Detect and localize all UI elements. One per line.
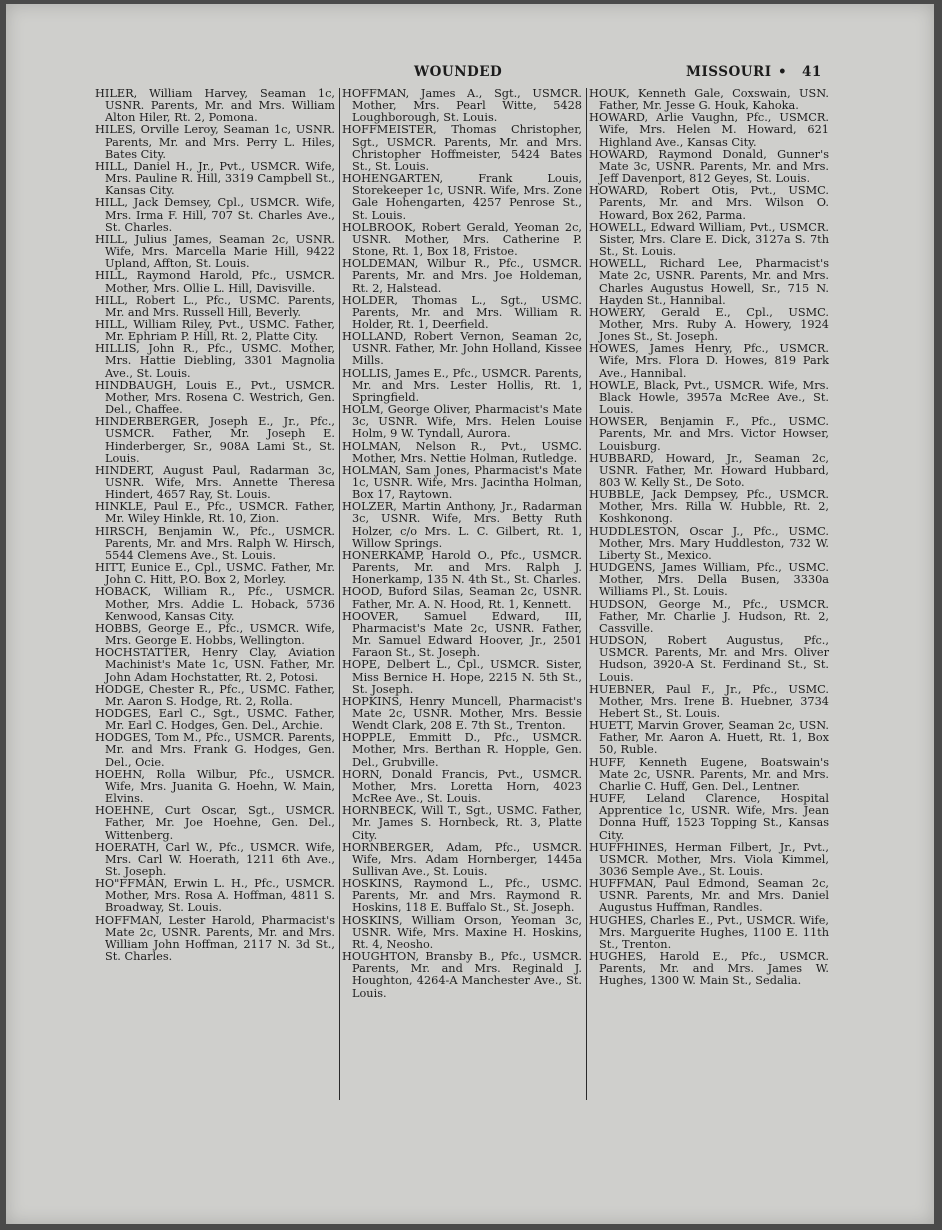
document-page xyxy=(6,4,934,1224)
casualty-entry: HOEHNE, Curt Oscar, Sgt., USMCR. Father, Mr. Joe Hoehne, Gen. Del., Wittenberg. xyxy=(95,804,335,842)
casualty-entry: HOSKINS, Raymond L., Pfc., USMC. Parents, Mr. and Mrs. Raymond R. Hoskins, 118 E. Buffalo St., St. Joseph. xyxy=(342,877,582,915)
casualty-entry: HOPKINS, Henry Muncell, Pharmacist's Mate 2c, USNR. Mother, Mrs. Bessie Wendt Clark, 208 E. 7th St., Trenton. xyxy=(342,694,582,733)
section-title: WOUNDED xyxy=(414,64,503,80)
column-1 xyxy=(95,88,335,963)
casualty-entry: HUBBARD, Howard, Jr., Seaman 2c, USNR. Father, Mr. Howard Hubbard, 803 W. Kelly St., De Soto. xyxy=(589,451,829,489)
casualty-entry: HODGE, Chester R., Pfc., USMC. Father, Mr. Aaron S. Hodge, Rt. 2, Rolla. xyxy=(95,682,335,708)
casualty-entry: HOWSER, Benjamin F., Pfc., USMC. Parents, Mr. and Mrs. Victor Howser, Louisburg. xyxy=(589,415,829,453)
casualty-entry: HOUGHTON, Bransby B., Pfc., USMCR. Parents, Mr. and Mrs. Reginald J. Houghton, 4264-A Manchester Ave., St. Louis. xyxy=(342,950,582,1000)
casualty-entry: HINDBAUGH, Louis E., Pvt., USMCR. Mother, Mrs. Rosena C. Westrich, Gen. Del., Chaffee. xyxy=(95,378,335,417)
casualty-entry: HUFF, Leland Clarence, Hospital Apprentice 1c, USNR. Wife, Mrs. Jean Donna Huff, 1523 Topping St., Kansas City. xyxy=(589,792,829,842)
casualty-entry: HOHENGARTEN, Frank Louis, Storekeeper 1c, USNR. Wife, Mrs. Zone Gale Hohengarten, 4257 Penrose St., St. Louis. xyxy=(342,172,582,222)
casualty-entry: HUFF, Kenneth Eugene, Boatswain's Mate 2c, USNR. Parents, Mr. and Mrs. Charlie C. Huff, Gen. Del., Lentner. xyxy=(589,755,829,793)
casualty-entry: HUDSON, Robert Augustus, Pfc., USMCR. Parents, Mr. and Mrs. Oliver Hudson, 3920-A St. Ferdinand St., St. Louis. xyxy=(589,634,829,684)
casualty-entry: HUETT, Marvin Grover, Seaman 2c, USN. Father, Mr. Aaron A. Huett, Rt. 1, Box 50, Ruble. xyxy=(589,719,829,757)
casualty-entry: HUDGENS, James William, Pfc., USMC. Mother, Mrs. Della Busen, 3330a Williams Pl., St. Louis. xyxy=(589,561,829,599)
casualty-entry: HOLZER, Martin Anthony, Jr., Radarman 3c, USNR. Wife, Mrs. Betty Ruth Holzer, c/o Mrs. L. C. Gilbert, Rt. 1, Willow Springs. xyxy=(342,500,582,550)
casualty-entry: HORN, Donald Francis, Pvt., USMCR. Mother, Mrs. Loretta Horn, 4023 McRee Ave., St. Louis. xyxy=(342,767,582,806)
casualty-entry: HOERATH, Carl W., Pfc., USMCR. Wife, Mrs. Carl W. Hoerath, 1211 6th Ave., St. Joseph. xyxy=(95,840,335,878)
casualty-entry: HODGES, Tom M., Pfc., USMCR. Parents, Mr. and Mrs. Frank G. Hodges, Gen. Del., Ocie. xyxy=(95,731,335,769)
page-header xyxy=(6,64,934,84)
casualty-entry: HOWARD, Arlie Vaughn, Pfc., USMCR. Wife, Mrs. Helen M. Howard, 621 Highland Ave., Kansas City. xyxy=(589,111,829,149)
column-3 xyxy=(589,88,829,988)
casualty-entry: HUFFHINES, Herman Filbert, Jr., Pvt., USMCR. Mother, Mrs. Viola Kimmel, 3036 Semple Ave., St. Louis. xyxy=(589,840,829,878)
casualty-entry: HOLMAN, Sam Jones, Pharmacist's Mate 1c, USNR. Wife, Mrs. Jacintha Holman, Box 17, Raytown. xyxy=(342,463,582,502)
casualty-entry: HONERKAMP, Harold O., Pfc., USMCR. Parents, Mr. and Mrs. Ralph J. Honerkamp, 135 N. 4th St., St. Charles. xyxy=(342,548,582,587)
casualty-entry: HORNBECK, Will T., Sgt., USMC. Father, Mr. James S. Hornbeck, Rt. 3, Platte City. xyxy=(342,804,582,842)
casualty-entry: HILL, Raymond Harold, Pfc., USMCR. Mother, Mrs. Ollie L. Hill, Davisville. xyxy=(95,269,335,295)
casualty-entry: HOPPLE, Emmitt D., Pfc., USMCR. Mother, Mrs. Berthan R. Hopple, Gen. Del., Grubville. xyxy=(342,731,582,769)
casualty-entry: HUBBLE, Jack Dempsey, Pfc., USMCR. Mother, Mrs. Rilla W. Hubble, Rt. 2, Koshkonong. xyxy=(589,488,829,526)
casualty-entry: HIRSCH, Benjamin W., Pfc., USMCR. Parents, Mr. and Mrs. Ralph W. Hirsch, 5544 Clemens Ave., St. Louis. xyxy=(95,524,335,562)
casualty-entry: HILL, Julius James, Seaman 2c, USNR. Wife, Mrs. Marcella Marie Hill, 9422 Upland, Affton, St. Louis. xyxy=(95,232,335,271)
casualty-entry: HOPE, Delbert L., Cpl., USMCR. Sister, Miss Bernice H. Hope, 2215 N. 5th St., St. Joseph. xyxy=(342,658,582,696)
casualty-entry: HOCHSTATTER, Henry Clay, Aviation Machinist's Mate 1c, USN. Father, Mr. John Adam Hochstatter, Rt. 2, Potosi. xyxy=(95,646,335,684)
casualty-entry: HOBBS, George E., Pfc., USMCR. Wife, Mrs. George E. Hobbs, Wellington. xyxy=(95,621,335,648)
casualty-entry: HOWARD, Raymond Donald, Gunner's Mate 3c, USNR. Parents, Mr. and Mrs. Jeff Davenport, 812 Geyes, St. Louis. xyxy=(589,147,829,186)
casualty-entry: HOLLIS, James E., Pfc., USMCR. Parents, Mr. and Mrs. Lester Hollis, Rt. 1, Springfield. xyxy=(342,366,582,404)
casualty-entry: HUEBNER, Paul F., Jr., Pfc., USMC. Mother, Mrs. Irene B. Huebner, 3734 Hebert St., St. Louis. xyxy=(589,682,829,720)
casualty-entry: HILL, Robert L., Pfc., USMC. Parents, Mr. and Mrs. Russell Hill, Beverly. xyxy=(95,293,335,319)
casualty-entry: HILL, William Riley, Pvt., USMC. Father, Mr. Ephriam P. Hill, Rt. 2, Platte City. xyxy=(95,317,335,344)
column-2 xyxy=(342,88,582,1000)
casualty-entry: HOWES, James Henry, Pfc., USMCR. Wife, Mrs. Flora D. Howes, 819 Park Ave., Hannibal. xyxy=(589,342,829,380)
casualty-entry: HOWARD, Robert Otis, Pvt., USMC. Parents, Mr. and Mrs. Wilson O. Howard, Box 262, Parma. xyxy=(589,184,829,222)
casualty-entry: HILER, William Harvey, Seaman 1c, USNR. Parents, Mr. and Mrs. William Alton Hiler, Rt. 2, Pomona. xyxy=(95,87,335,125)
casualty-entry: HINDERT, August Paul, Radarman 3c, USNR. Wife, Mrs. Annette Theresa Hindert, 4657 Ray, St. Louis. xyxy=(95,463,335,502)
casualty-entry: HOUK, Kenneth Gale, Coxswain, USN. Father, Mr. Jesse G. Houk, Kahoka. xyxy=(589,87,829,113)
casualty-entry: HILL, Daniel H., Jr., Pvt., USMCR. Wife, Mrs. Pauline R. Hill, 3319 Campbell St., Kansas City. xyxy=(95,159,335,198)
casualty-entry: HO"FFMAN, Erwin L. H., Pfc., USMCR. Mother, Mrs. Rosa A. Hoffman, 4811 S. Broadway, St. Louis. xyxy=(95,877,335,915)
casualty-entry: HOLM, George Oliver, Pharmacist's Mate 3c, USNR. Wife, Mrs. Helen Louise Holm, 9 W. Tyndall, Aurora. xyxy=(342,403,582,441)
casualty-entry: HORNBERGER, Adam, Pfc., USMCR. Wife, Mrs. Adam Hornberger, 1445a Sullivan Ave., St. Louis. xyxy=(342,840,582,878)
casualty-entry: HUFFMAN, Paul Edmond, Seaman 2c, USNR. Parents, Mr. and Mrs. Daniel Augustus Huffman, Randles. xyxy=(589,877,829,915)
casualty-entry: HOEHN, Rolla Wilbur, Pfc., USMCR. Wife, Mrs. Juanita G. Hoehn, W. Main, Elvins. xyxy=(95,767,335,806)
casualty-entry: HOLLAND, Robert Vernon, Seaman 2c, USNR. Father, Mr. John Holland, Kissee Mills. xyxy=(342,330,582,368)
casualty-entry: HOLDER, Thomas L., Sgt., USMC. Parents, Mr. and Mrs. William R. Holder, Rt. 1, Deerfield. xyxy=(342,293,582,331)
casualty-entry: HUDDLESTON, Oscar J., Pfc., USMC. Mother, Mrs. Mary Huddleston, 732 W. Liberty St., Mexico. xyxy=(589,524,829,562)
casualty-entry: HOBACK, William R., Pfc., USMCR. Mother, Mrs. Addie L. Hoback, 5736 Kenwood, Kansas City. xyxy=(95,585,335,623)
casualty-entry: HOFFMAN, James A., Sgt., USMCR. Mother, Mrs. Pearl Witte, 5428 Loughborough, St. Louis. xyxy=(342,87,582,125)
column-divider xyxy=(339,88,340,1100)
casualty-entry: HINDERBERGER, Joseph E., Jr., Pfc., USMCR. Father, Mr. Joseph E. Hinderberger, Sr., 908A Lami St., St. Louis. xyxy=(95,415,335,465)
casualty-entry: HOWLE, Black, Pvt., USMCR. Wife, Mrs. Black Howle, 3957a McRee Ave., St. Louis. xyxy=(589,378,829,417)
casualty-entry: HOWELL, Richard Lee, Pharmacist's Mate 2c, USNR. Parents, Mr. and Mrs. Charles Augustus Howell, Sr., 715 N. Hayden St., Hannibal. xyxy=(589,257,829,307)
casualty-entry: HOOD, Buford Silas, Seaman 2c, USNR. Father, Mr. A. N. Hood, Rt. 1, Kennett. xyxy=(342,585,582,611)
page-number: 41 xyxy=(802,64,822,80)
casualty-entry: HILES, Orville Leroy, Seaman 1c, USNR. Parents, Mr. and Mrs. Perry L. Hiles, Bates City. xyxy=(95,123,335,161)
casualty-entry: HILL, Jack Demsey, Cpl., USMCR. Wife, Mrs. Irma F. Hill, 707 St. Charles Ave., St. Charles. xyxy=(95,196,335,234)
casualty-entry: HUGHES, Harold E., Pfc., USMCR. Parents, Mr. and Mrs. James W. Hughes, 1300 W. Main St., Sedalia. xyxy=(589,950,829,988)
casualty-entry: HOLDEMAN, Wilbur R., Pfc., USMCR. Parents, Mr. and Mrs. Joe Holdeman, Rt. 2, Halstead. xyxy=(342,257,582,295)
header-bullet: • xyxy=(778,64,788,80)
casualty-entry: HOOVER, Samuel Edward, III, Pharmacist's Mate 2c, USNR. Father, Mr. Samuel Edward Hoover, Jr., 2501 Faraon St., St. Joseph. xyxy=(342,609,582,660)
casualty-entry: HILLIS, John R., Pfc., USMC. Mother, Mrs. Hattie Diebling, 3301 Magnolia Ave., St. Louis. xyxy=(95,342,335,380)
casualty-entry: HOWERY, Gerald E., Cpl., USMC. Mother, Mrs. Ruby A. Howery, 1924 Jones St., St. Joseph. xyxy=(589,305,829,344)
casualty-entry: HODGES, Earl C., Sgt., USMC. Father, Mr. Earl C. Hodges, Gen. Del., Archie. xyxy=(95,706,335,733)
casualty-entry: HOLBROOK, Robert Gerald, Yeoman 2c, USNR. Mother, Mrs. Catherine P. Stone, Rt. 1, Box 18, Fristoe. xyxy=(342,220,582,259)
state-title: MISSOURI xyxy=(686,64,772,80)
casualty-entry: HUGHES, Charles E., Pvt., USMCR. Wife, Mrs. Marguerite Hughes, 1100 E. 11th St., Trenton. xyxy=(589,913,829,951)
casualty-entry: HOSKINS, William Orson, Yeoman 3c, USNR. Wife, Mrs. Maxine H. Hoskins, Rt. 4, Neosho. xyxy=(342,913,582,951)
casualty-entry: HOWELL, Edward William, Pvt., USMCR. Sister, Mrs. Clare E. Dick, 3127a S. 7th St., St. Louis. xyxy=(589,220,829,259)
casualty-entry: HOLMAN, Nelson R., Pvt., USMC. Mother, Mrs. Nettie Holman, Rutledge. xyxy=(342,439,582,465)
casualty-entry: HOFFMAN, Lester Harold, Pharmacist's Mate 2c, USNR. Parents, Mr. and Mrs. William John Hoffman, 2117 N. 3d St., St. Charles. xyxy=(95,913,335,964)
casualty-entry: HOFFMEISTER, Thomas Christopher, Sgt., USMCR. Parents, Mr. and Mrs. Christopher Hoffmeister, 5424 Bates St., St. Louis. xyxy=(342,123,582,173)
casualty-entry: HINKLE, Paul E., Pfc., USMCR. Father, Mr. Wiley Hinkle, Rt. 10, Zion. xyxy=(95,500,335,526)
casualty-entry: HUDSON, George M., Pfc., USMCR. Father, Mr. Charlie J. Hudson, Rt. 2, Cassville. xyxy=(589,597,829,635)
casualty-entry: HITT, Eunice E., Cpl., USMC. Father, Mr. John C. Hitt, P.O. Box 2, Morley. xyxy=(95,561,335,587)
column-divider xyxy=(586,88,587,1100)
